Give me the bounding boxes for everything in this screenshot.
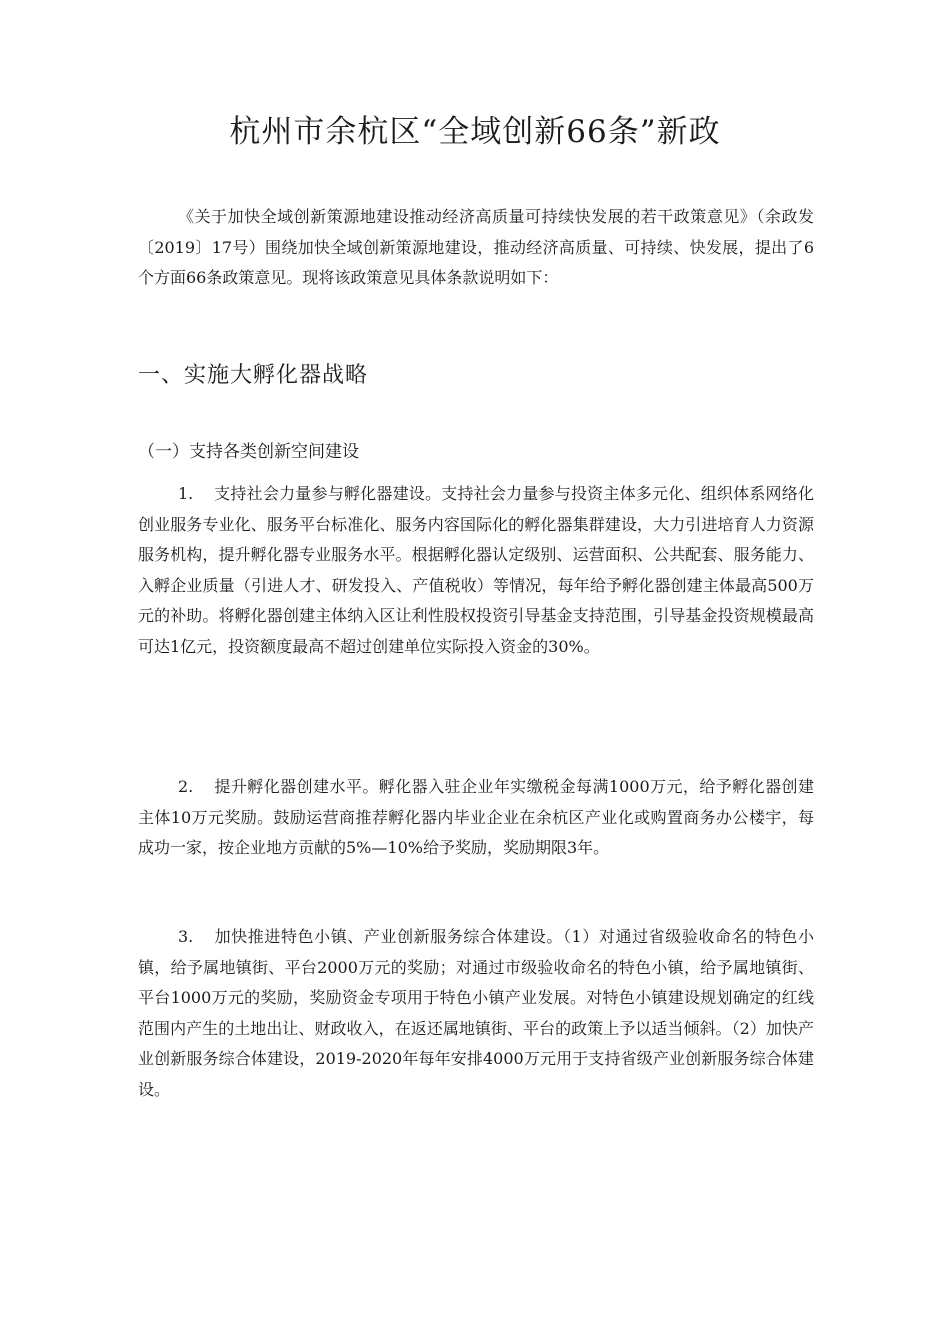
document-title: 杭州市余杭区“全域创新66条”新政	[229, 114, 721, 150]
item-number: 2.	[178, 777, 194, 796]
item-number: 1.	[178, 484, 194, 503]
item-text: 支持社会力量参与孵化器建设。支持社会力量参与投资主体多元化、组织体系网络化创业服务专业化、服务平台标准化、服务内容国际化的孵化器集群建设，大力引进培育人力资源服务机构，提升孵化器专业服务水平。根据孵化器认定级别、运营面积、公共配套、服务能力、入孵企业质量（引进人才、研发投入、产值税收）等情况，每年给予孵化器创建主体最高500万元的补助。将孵化器创建主体纳入区让利性股权投资引导基金支持范围，引导基金投资规模最高可达1亿元，投资额度最高不超过创建单位实际投入资金的30%。	[138, 484, 814, 656]
policy-item-3	[138, 922, 814, 1105]
item-text: 加快推进特色小镇、产业创新服务综合体建设。（1）对通过省级验收命名的特色小镇，给予属地镇街、平台2000万元的奖励；对通过市级验收命名的特色小镇，给予属地镇街、平台1000万元的奖励，奖励资金专项用于特色小镇产业发展。对特色小镇建设规划确定的红线范围内产生的土地出让、财政收入，在返还属地镇街、平台的政策上予以适当倾斜。（2）加快产业创新服务综合体建设，2019-2020年每年安排4000万元用于支持省级产业创新服务综合体建设。	[138, 927, 814, 1099]
section-heading: 一、实施大孵化器战略	[138, 363, 369, 388]
item-number: 3.	[178, 927, 194, 946]
item-text: 提升孵化器创建水平。孵化器入驻企业年实缴税金每满1000万元，给予孵化器创建主体10万元奖励。鼓励运营商推荐孵化器内毕业企业在余杭区产业化或购置商务办公楼宇，每成功一家，按企业地方贡献的5%—10%给予奖励，奖励期限3年。	[138, 777, 814, 857]
subsection-heading: （一）支持各类创新空间建设	[138, 442, 359, 462]
intro-paragraph: 《关于加快全域创新策源地建设推动经济高质量可持续快发展的若干政策意见》（余政发〔2019〕17号）围绕加快全域创新策源地建设，推动经济高质量、可持续、快发展，提出了6个方面66条政策意见。现将该政策意见具体条款说明如下：	[138, 207, 814, 287]
policy-item-1	[138, 479, 814, 662]
policy-item-2	[138, 772, 814, 864]
